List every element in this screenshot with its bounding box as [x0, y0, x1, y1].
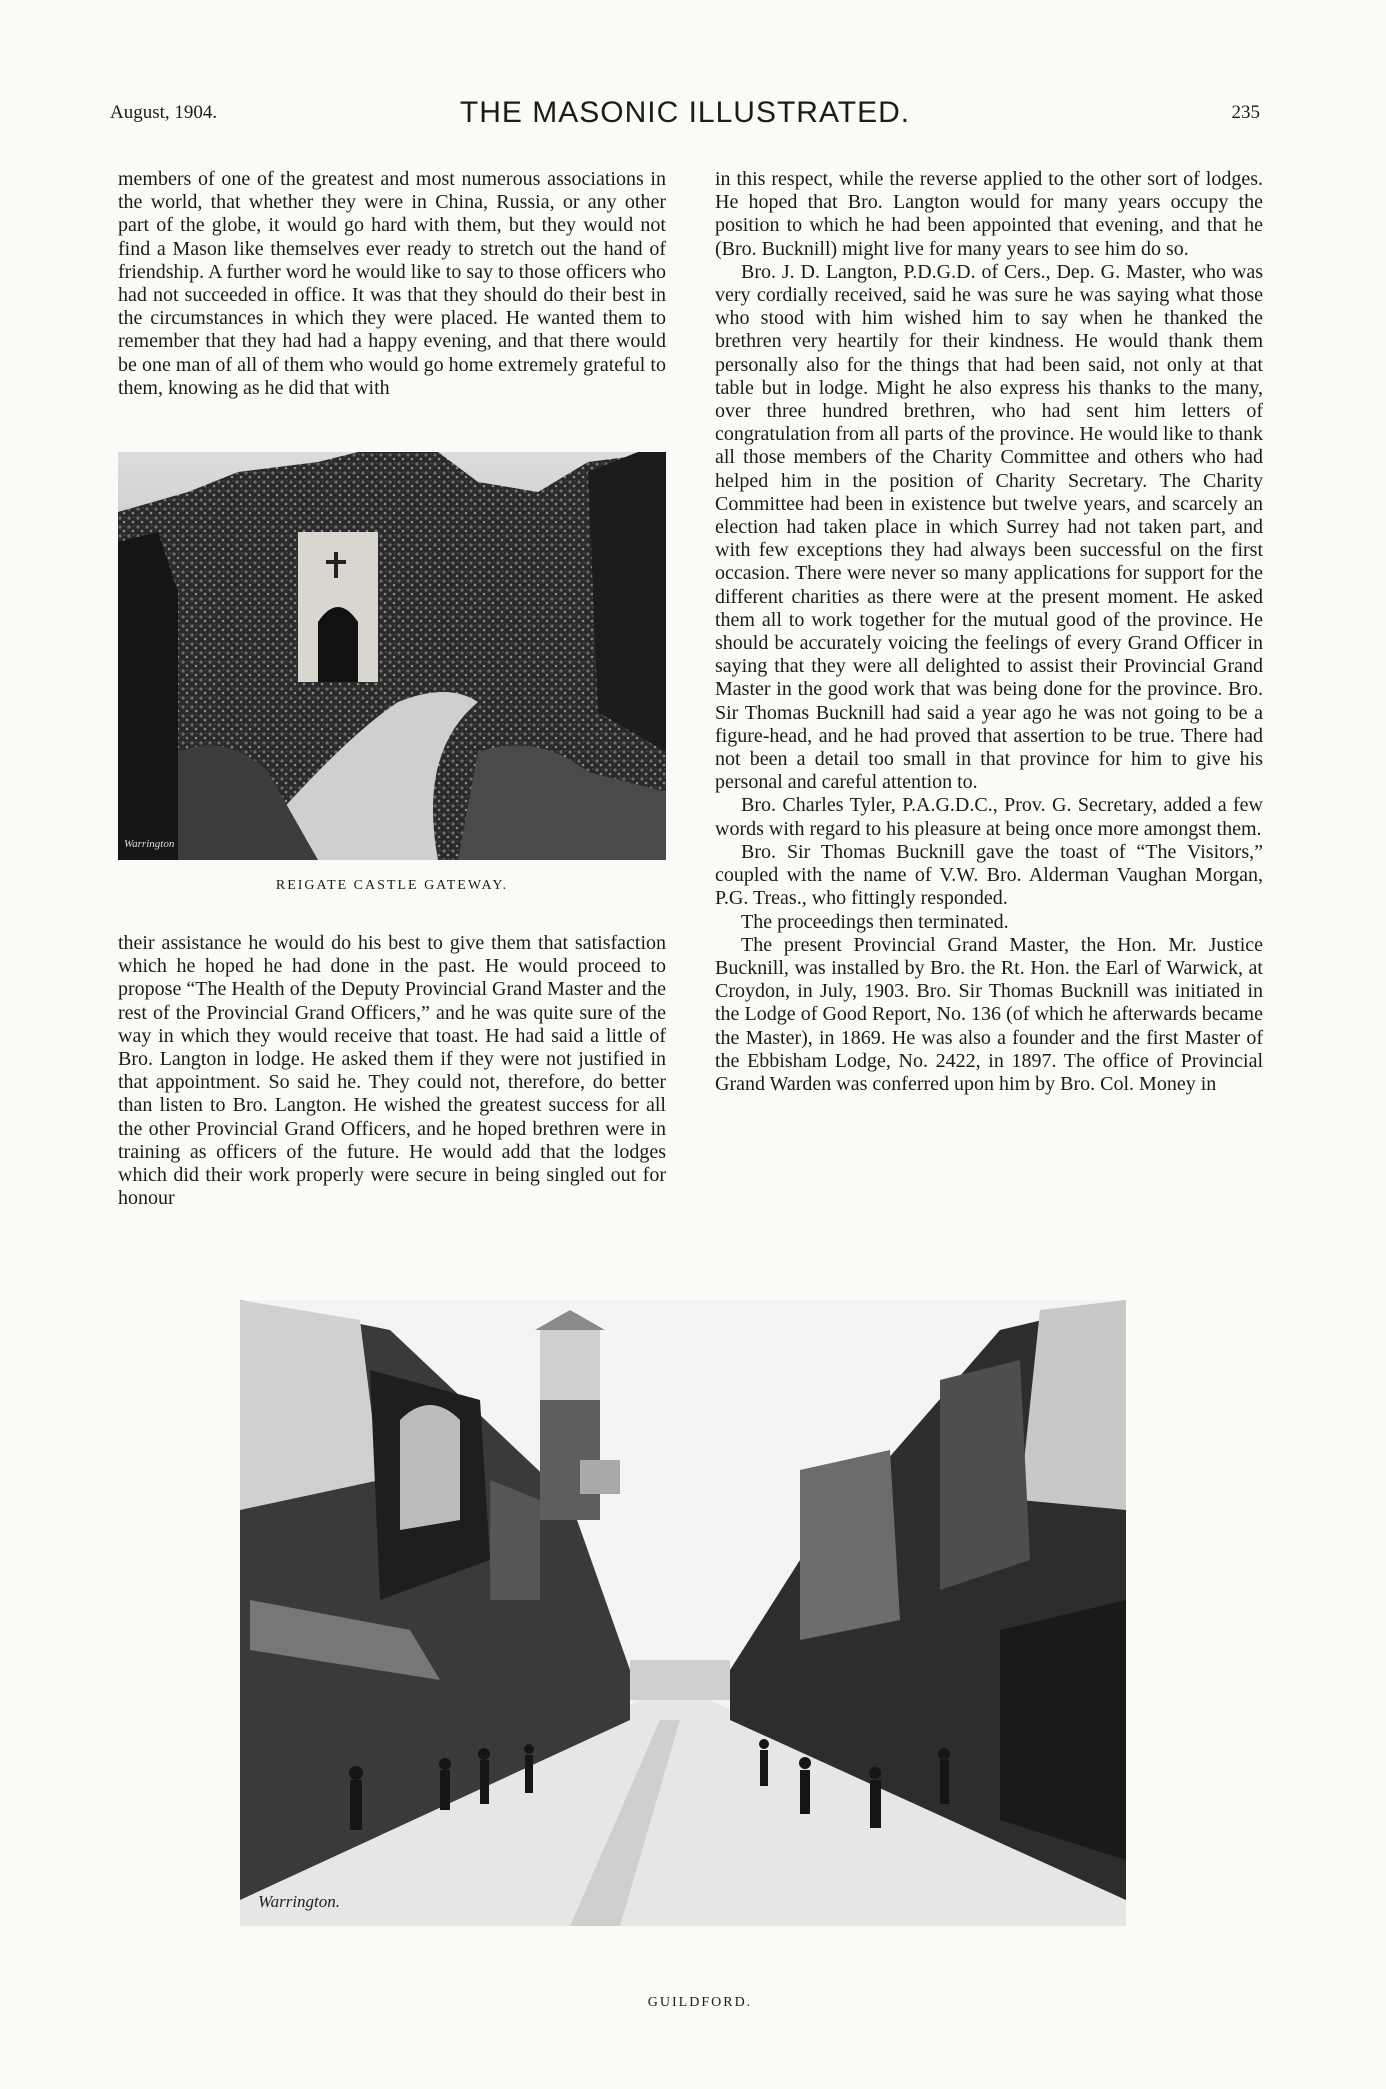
page-number: 235	[1231, 102, 1260, 123]
street-photo-credit: Warrington.	[258, 1892, 341, 1911]
paragraph: Bro. Sir Thomas Bucknill gave the toast of “The Visitors,” coupled with the name of V.W. Bro. Alderman Vaughan Morgan, P.G. Treas., who fittingly responded.	[715, 840, 1263, 910]
issue-date: August, 1904.	[110, 102, 218, 123]
paragraph: Bro. J. D. Langton, P.D.G.D. of Cers., Dep. G. Master, who was very cordially received, said he was sure he was saying what those who stood with him wished him to say when he thanked the brethren very heartily for their kindness. He would thank them personally also for the things that had been said, not only at that table but in lodge. Might he also express his thanks to the many, over three hundred brethren, who had sent him letters of congratulation from all parts of the province. He would like to thank all those members of the Charity Committee and others who had helped him in the position of Charity Secretary. The Charity Committee had been in existence but twelve years, and scarcely an election had taken place in which Surrey had not taken part, and with few exceptions they had always been successful on the first occasion. There were never so many applications for support for the different charities as there were at the present moment. He asked them all to work together for the mutual good of the province. He should be accurately voicing the feelings of every Grand Officer in saying that they were all delighted to assist their Provincial Grand Master in the good work that was being done for the province. Bro. Sir Thomas Bucknill had said a year ago he was not going to be a figure-head, and he had proved that assertion to be true. There had not been a detail too small in that province for him to give his personal and careful attention to.	[715, 260, 1263, 794]
castle-gateway-illustration	[118, 452, 666, 860]
castle-photo-caption: REIGATE CASTLE GATEWAY.	[275, 878, 509, 893]
street-photo-caption: GUILDFORD.	[647, 1995, 753, 2010]
masthead-title: THE MASONIC ILLUSTRATED.	[459, 96, 911, 129]
guildford-street-photo	[240, 1300, 1126, 1926]
right-column	[715, 168, 1263, 1258]
paragraph: The present Provincial Grand Master, the Hon. Mr. Justice Bucknill, was installed by Bro. the Rt. Hon. the Earl of Warwick, at Croydon, in July, 1903. Bro. Sir Thomas Bucknill was initiated in the Lodge of Good Report, No. 136 (of which he afterwards became the Master), in 1869. He was also a founder and the first Master of the Ebbisham Lodge, No. 2422, in 1897. The office of Provincial Grand Warden was conferred upon him by Bro. Col. Money in	[715, 933, 1263, 1095]
paragraph: The proceedings then terminated.	[741, 910, 1009, 933]
left-column-bottom	[118, 932, 666, 1252]
castle-gateway-photo	[118, 452, 666, 860]
left-column-top	[118, 168, 666, 448]
page-header	[110, 96, 1260, 136]
paragraph: members of one of the greatest and most numerous associations in the world, that whether they were in China, Russia, or any other part of the globe, it would go hard with them, but they would not find a Mason like themselves ever ready to stretch out the hand of friendship. A further word he would like to say to those officers who had not succeeded in office. It was that they should do their best in the circumstances in which they were placed. He wanted them to remember that they had had a happy evening, and that there would be one man of all of them who would go home extremely grateful to them, knowing as he did that with	[118, 168, 666, 399]
paragraph: in this respect, while the reverse applied to the other sort of lodges. He hoped that Bro. Langton would for many years occupy the position to which he had been appointed that evening, and that he (Bro. Bucknill) might live for many years to see him do so.	[715, 168, 1263, 260]
guildford-street-illustration	[240, 1300, 1126, 1926]
castle-photo-credit: Warrington	[124, 838, 175, 850]
paragraph: their assistance he would do his best to give them that satisfaction which he hoped he had done in the past. He would proceed to propose “The Health of the Deputy Provincial Grand Master and the rest of the Provincial Grand Officers,” and he was quite sure of the way in which they would receive that toast. He had said a little of Bro. Langton in lodge. He asked them if they were not justified in that appointment. So said he. They could not, therefore, do better than listen to Bro. Langton. He wished the greatest success for all the other Provincial Grand Officers, and he hoped brethren were in training as officers of the future. He would add that the lodges which did their work properly were secure in being singled out for honour	[118, 932, 666, 1210]
paragraph: Bro. Charles Tyler, P.A.G.D.C., Prov. G. Secretary, added a few words with regard to his pleasure at being once more amongst them.	[715, 794, 1263, 840]
